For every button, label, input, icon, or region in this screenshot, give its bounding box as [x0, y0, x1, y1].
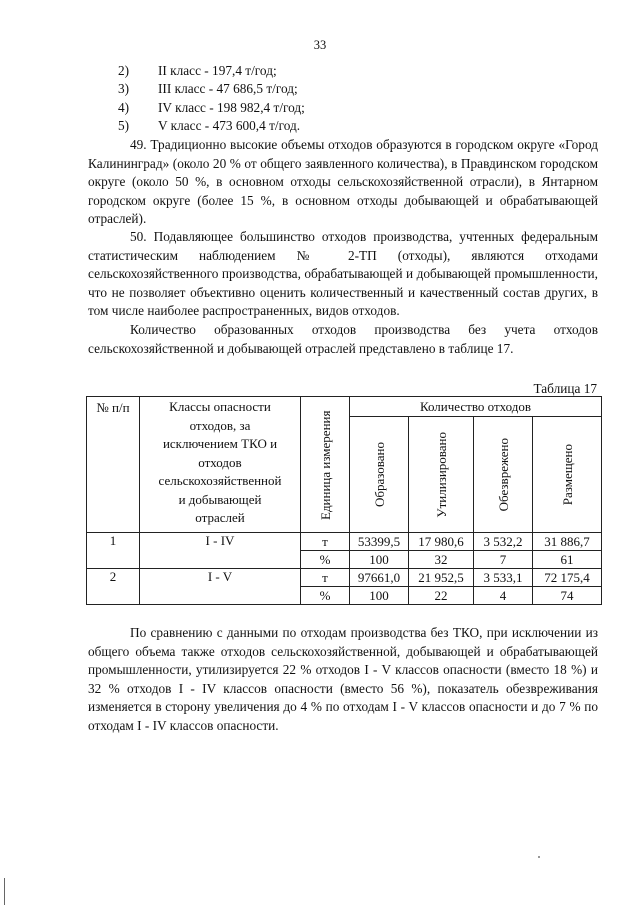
list-item-number: 4) [118, 99, 130, 115]
unit-cell: т [301, 569, 350, 587]
formed-cell: 53399,5 [350, 533, 409, 551]
header-neutralized: Обезврежено [474, 417, 533, 533]
utilized-cell: 32 [409, 551, 474, 569]
unit-cell: % [301, 551, 350, 569]
list-item-number: 2) [118, 63, 130, 78]
neutralized-cell: 7 [474, 551, 533, 569]
paragraph-table-intro: Количество образованных отходов производства без учета отходов сельскохозяйственной и добывающей отраслей представлено в таблице 17. [88, 322, 598, 356]
header-utilized: Утилизировано [409, 417, 474, 533]
paragraph-50: 50. Подавляющее большинство отходов производства, учтенных федеральным статистическим наблюдением № 2-ТП (отходы), являются отходами сельскохозяйственного производства, обрабатывающей и добывающей промышленности, что не позволяет объективно оценить количественный и качественный состав других, в том числе наиболее распространенных, видов отходов. [88, 229, 598, 318]
table-caption: Таблица 17 [533, 381, 597, 396]
list-item-number: 5) [118, 118, 130, 134]
utilized-cell: 22 [409, 587, 474, 605]
header-unit: Единица измерения [301, 397, 350, 533]
waste-table [86, 396, 602, 605]
placed-cell: 72 175,4 [533, 569, 602, 587]
formed-cell: 100 [350, 551, 409, 569]
scan-edge-mark [4, 878, 7, 905]
page-number: 33 [313, 38, 327, 52]
list-item-text: V класс - 473 600,4 т/год. [158, 118, 301, 134]
list-item-text: III класс - 47 686,5 т/год; [158, 81, 298, 97]
formed-cell: 97661,0 [350, 569, 409, 587]
hazard-class-list [118, 62, 305, 136]
neutralized-cell: 3 533,1 [474, 569, 533, 587]
row-class: I - IV [140, 533, 301, 569]
table-row [87, 569, 602, 587]
paragraph-49: 49. Традиционно высокие объемы отходов образуются в городском округе «Город Калининград» (около 20 % от общего заявленного количества), в Правдинском городском округе (около 50 %, в основном отходы сельскохозяйственной отрасли), в Янтарном городском округе (более 15 %, в основном отходы добывающей и обрабатывающей отраслей). [88, 137, 598, 226]
list-item [118, 117, 305, 135]
unit-cell: т [301, 533, 350, 551]
list-item-number: 3) [118, 81, 130, 97]
header-placed: Размещено [533, 417, 602, 533]
unit-cell: % [301, 587, 350, 605]
list-item [118, 80, 305, 98]
list-item-text: II класс - 197,4 т/год; [158, 63, 277, 78]
row-class: I - V [140, 569, 301, 605]
table-row [87, 533, 602, 551]
placed-cell: 61 [533, 551, 602, 569]
utilized-cell: 17 980,6 [409, 533, 474, 551]
placed-cell: 31 886,7 [533, 533, 602, 551]
header-quantity: Количество отходов [350, 397, 602, 417]
scan-speck [538, 856, 540, 858]
header-classes: Классы опасности отходов, за исключением ТКО и отходов сельскохозяйственной и добывающей отраслей [140, 397, 301, 533]
placed-cell: 74 [533, 587, 602, 605]
neutralized-cell: 3 532,2 [474, 533, 533, 551]
list-item [118, 99, 305, 117]
row-number: 2 [87, 569, 140, 605]
formed-cell: 100 [350, 587, 409, 605]
list-item [118, 62, 305, 80]
header-formed: Образовано [350, 417, 409, 533]
list-item-text: IV класс - 198 982,4 т/год; [158, 99, 305, 115]
utilized-cell: 21 952,5 [409, 569, 474, 587]
row-number: 1 [87, 533, 140, 569]
paragraph-comparison: По сравнению с данными по отходам производства без ТКО, при исключении из общего объема также отходов сельскохозяйственной, добывающей и обрабатывающей промышленности, утилизируется 22 % отходов I - V классов опасности (вместо 18 %) и 32 % отходов I - IV классов опасности (вместо 56 %), показатель обезвреживания изменяется в сторону увеличения до 4 % по отходам I - V классов опасности и до 7 % по отходам I - IV классов опасности. [88, 625, 598, 733]
neutralized-cell: 4 [474, 587, 533, 605]
header-number: № п/п [87, 397, 140, 533]
